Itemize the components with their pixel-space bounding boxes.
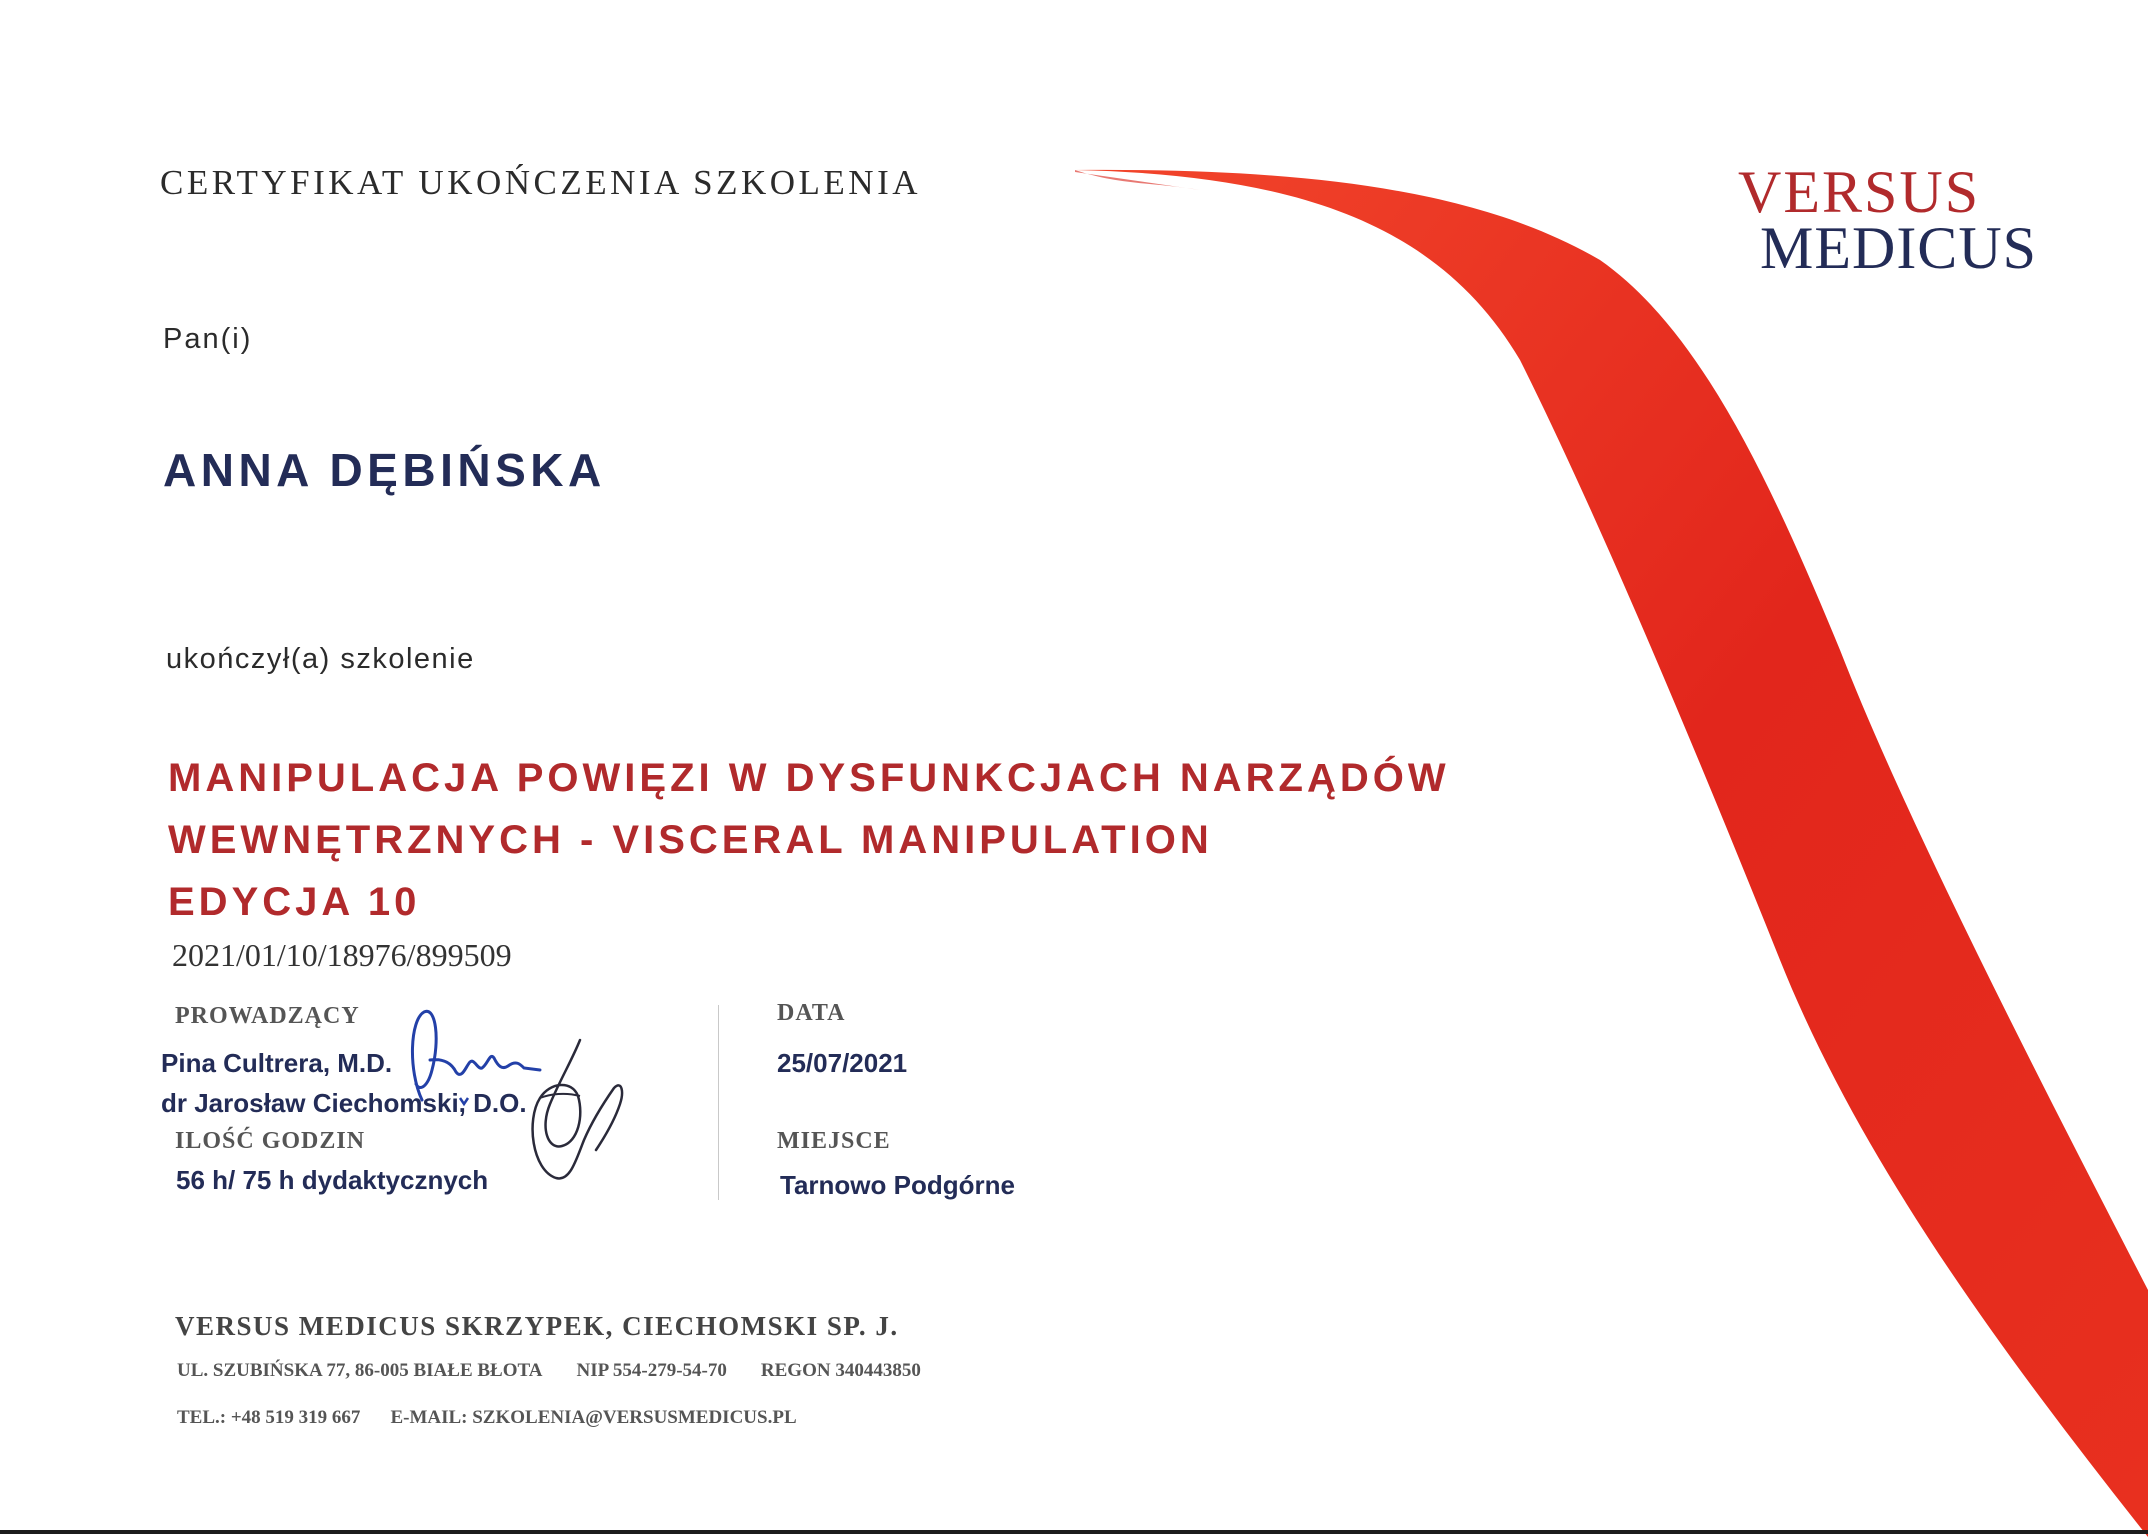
instructors-label: PROWADZĄCY <box>175 1003 360 1029</box>
company-address-line <box>177 1360 921 1382</box>
hours-label: ILOŚĆ GODZIN <box>175 1128 366 1154</box>
bottom-scan-edge <box>0 1530 2148 1534</box>
place-value: Tarnowo Podgórne <box>780 1170 1015 1200</box>
regon: REGON 340443850 <box>760 1360 921 1381</box>
hours-value: 56 h/ 75 h dydaktycznych <box>176 1165 489 1195</box>
date-value: 25/07/2021 <box>777 1048 908 1078</box>
certificate-title: CERTYFIKAT UKOŃCZENIA SZKOLENIA <box>160 163 922 202</box>
place-label: MIEJSCE <box>777 1128 891 1154</box>
course-edition: EDYCJA 10 <box>168 880 421 924</box>
company-contact-line <box>177 1407 797 1429</box>
logo-medicus: MEDICUS <box>1760 215 2038 281</box>
date-label: DATA <box>777 1000 846 1026</box>
instructor-1: Pina Cultrera, M.D. <box>161 1048 393 1078</box>
course-title-line1: MANIPULACJA POWIĘZI W DYSFUNKCJACH NARZĄDÓW <box>168 756 1450 800</box>
certificate-number: 2021/01/10/18976/899509 <box>172 937 512 973</box>
handwritten-signatures <box>400 1000 650 1200</box>
completed-text: ukończył(a) szkolenie <box>166 643 475 675</box>
details-divider <box>718 1005 719 1200</box>
salutation: Pan(i) <box>163 323 253 355</box>
logo-versus: VERSUS <box>1738 159 1981 225</box>
nip: NIP 554-279-54-70 <box>576 1360 727 1381</box>
address: UL. SZUBIŃSKA 77, 86-005 BIAŁE BŁOTA <box>177 1360 543 1381</box>
email: E-MAIL: SZKOLENIA@VERSUSMEDICUS.PL <box>390 1407 797 1428</box>
recipient-name: ANNA DĘBIŃSKA <box>163 444 606 496</box>
company-name: VERSUS MEDICUS SKRZYPEK, CIECHOMSKI SP. J. <box>175 1311 899 1341</box>
phone: TEL.: +48 519 319 667 <box>177 1407 361 1428</box>
course-title-line2: WEWNĘTRZNYCH - VISCERAL MANIPULATION <box>168 818 1213 862</box>
instructor-2: dr Jarosław Ciechomski, D.O. <box>161 1088 527 1118</box>
